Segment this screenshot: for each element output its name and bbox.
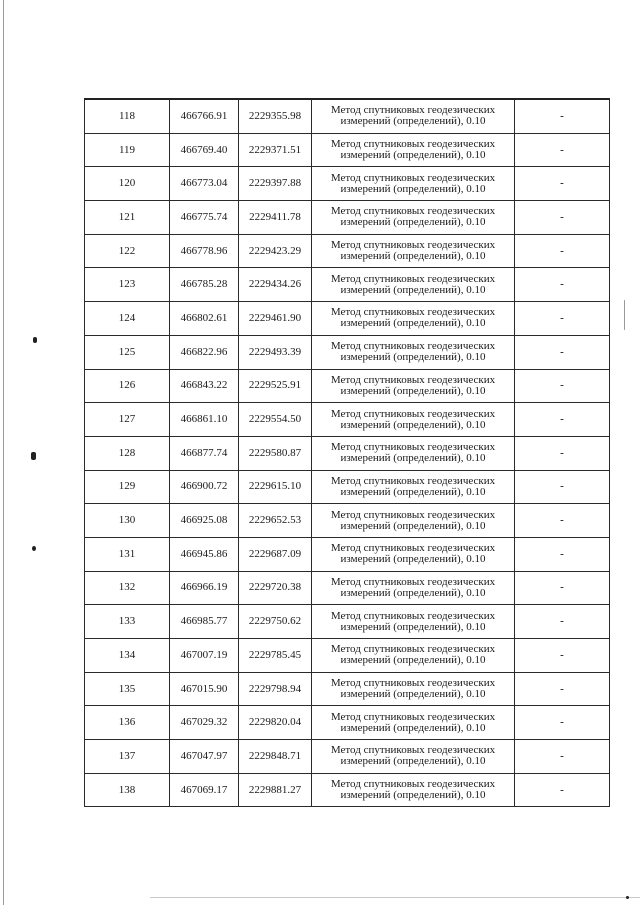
table-row bbox=[85, 335, 610, 369]
method-cell: Метод спутниковых геодезических измерений (определений), 0.10 bbox=[312, 234, 515, 268]
point-number-cell: 135 bbox=[85, 672, 170, 706]
accuracy-cell: - bbox=[515, 167, 610, 201]
accuracy-cell: - bbox=[515, 639, 610, 673]
accuracy-cell: - bbox=[515, 234, 610, 268]
scan-speck bbox=[626, 896, 629, 899]
method-cell: Метод спутниковых геодезических измерений (определений), 0.10 bbox=[312, 167, 515, 201]
method-cell: Метод спутниковых геодезических измерений (определений), 0.10 bbox=[312, 740, 515, 774]
accuracy-cell: - bbox=[515, 302, 610, 336]
y-coordinate-cell: 2229785.45 bbox=[239, 639, 312, 673]
x-coordinate-cell: 467029.32 bbox=[170, 706, 239, 740]
x-coordinate-cell: 467047.97 bbox=[170, 740, 239, 774]
coordinates-table bbox=[84, 98, 610, 807]
y-coordinate-cell: 2229554.50 bbox=[239, 403, 312, 437]
x-coordinate-cell: 467069.17 bbox=[170, 773, 239, 807]
point-number-cell: 138 bbox=[85, 773, 170, 807]
y-coordinate-cell: 2229720.38 bbox=[239, 571, 312, 605]
method-cell: Метод спутниковых геодезических измерений (определений), 0.10 bbox=[312, 672, 515, 706]
accuracy-cell: - bbox=[515, 470, 610, 504]
y-coordinate-cell: 2229461.90 bbox=[239, 302, 312, 336]
point-number-cell: 134 bbox=[85, 639, 170, 673]
x-coordinate-cell: 467015.90 bbox=[170, 672, 239, 706]
x-coordinate-cell: 466766.91 bbox=[170, 99, 239, 133]
point-number-cell: 127 bbox=[85, 403, 170, 437]
scan-page-edge bbox=[3, 0, 4, 905]
y-coordinate-cell: 2229687.09 bbox=[239, 537, 312, 571]
method-cell: Метод спутниковых геодезических измерений (определений), 0.10 bbox=[312, 201, 515, 235]
y-coordinate-cell: 2229652.53 bbox=[239, 504, 312, 538]
point-number-cell: 124 bbox=[85, 302, 170, 336]
table-row bbox=[85, 369, 610, 403]
x-coordinate-cell: 466778.96 bbox=[170, 234, 239, 268]
y-coordinate-cell: 2229397.88 bbox=[239, 167, 312, 201]
method-cell: Метод спутниковых геодезических измерений (определений), 0.10 bbox=[312, 133, 515, 167]
table-row bbox=[85, 470, 610, 504]
y-coordinate-cell: 2229434.26 bbox=[239, 268, 312, 302]
table-row bbox=[85, 706, 610, 740]
table-row bbox=[85, 167, 610, 201]
y-coordinate-cell: 2229615.10 bbox=[239, 470, 312, 504]
scan-bottom-line bbox=[150, 897, 640, 898]
method-cell: Метод спутниковых геодезических измерений (определений), 0.10 bbox=[312, 773, 515, 807]
point-number-cell: 126 bbox=[85, 369, 170, 403]
table-row bbox=[85, 436, 610, 470]
accuracy-cell: - bbox=[515, 268, 610, 302]
point-number-cell: 122 bbox=[85, 234, 170, 268]
point-number-cell: 125 bbox=[85, 335, 170, 369]
y-coordinate-cell: 2229355.98 bbox=[239, 99, 312, 133]
point-number-cell: 132 bbox=[85, 571, 170, 605]
x-coordinate-cell: 466861.10 bbox=[170, 403, 239, 437]
accuracy-cell: - bbox=[515, 740, 610, 774]
accuracy-cell: - bbox=[515, 706, 610, 740]
point-number-cell: 130 bbox=[85, 504, 170, 538]
table-row bbox=[85, 504, 610, 538]
accuracy-cell: - bbox=[515, 369, 610, 403]
method-cell: Метод спутниковых геодезических измерений (определений), 0.10 bbox=[312, 537, 515, 571]
y-coordinate-cell: 2229881.27 bbox=[239, 773, 312, 807]
table-row bbox=[85, 571, 610, 605]
point-number-cell: 136 bbox=[85, 706, 170, 740]
method-cell: Метод спутниковых геодезических измерений (определений), 0.10 bbox=[312, 706, 515, 740]
point-number-cell: 128 bbox=[85, 436, 170, 470]
method-cell: Метод спутниковых геодезических измерений (определений), 0.10 bbox=[312, 369, 515, 403]
x-coordinate-cell: 466822.96 bbox=[170, 335, 239, 369]
method-cell: Метод спутниковых геодезических измерений (определений), 0.10 bbox=[312, 335, 515, 369]
point-number-cell: 119 bbox=[85, 133, 170, 167]
accuracy-cell: - bbox=[515, 133, 610, 167]
y-coordinate-cell: 2229423.29 bbox=[239, 234, 312, 268]
table-row bbox=[85, 740, 610, 774]
accuracy-cell: - bbox=[515, 504, 610, 538]
accuracy-cell: - bbox=[515, 605, 610, 639]
method-cell: Метод спутниковых геодезических измерений (определений), 0.10 bbox=[312, 639, 515, 673]
x-coordinate-cell: 467007.19 bbox=[170, 639, 239, 673]
y-coordinate-cell: 2229493.39 bbox=[239, 335, 312, 369]
method-cell: Метод спутниковых геодезических измерений (определений), 0.10 bbox=[312, 302, 515, 336]
y-coordinate-cell: 2229371.51 bbox=[239, 133, 312, 167]
x-coordinate-cell: 466769.40 bbox=[170, 133, 239, 167]
table-row bbox=[85, 403, 610, 437]
method-cell: Метод спутниковых геодезических измерений (определений), 0.10 bbox=[312, 504, 515, 538]
accuracy-cell: - bbox=[515, 201, 610, 235]
point-number-cell: 118 bbox=[85, 99, 170, 133]
y-coordinate-cell: 2229580.87 bbox=[239, 436, 312, 470]
x-coordinate-cell: 466985.77 bbox=[170, 605, 239, 639]
table-row bbox=[85, 639, 610, 673]
table-row bbox=[85, 234, 610, 268]
x-coordinate-cell: 466900.72 bbox=[170, 470, 239, 504]
table-row bbox=[85, 99, 610, 133]
x-coordinate-cell: 466945.86 bbox=[170, 537, 239, 571]
point-number-cell: 123 bbox=[85, 268, 170, 302]
coordinates-table-body bbox=[85, 99, 610, 807]
method-cell: Метод спутниковых геодезических измерений (определений), 0.10 bbox=[312, 470, 515, 504]
x-coordinate-cell: 466843.22 bbox=[170, 369, 239, 403]
table-row bbox=[85, 605, 610, 639]
y-coordinate-cell: 2229525.91 bbox=[239, 369, 312, 403]
accuracy-cell: - bbox=[515, 335, 610, 369]
table-row bbox=[85, 537, 610, 571]
y-coordinate-cell: 2229798.94 bbox=[239, 672, 312, 706]
point-number-cell: 129 bbox=[85, 470, 170, 504]
table-row bbox=[85, 133, 610, 167]
x-coordinate-cell: 466925.08 bbox=[170, 504, 239, 538]
accuracy-cell: - bbox=[515, 537, 610, 571]
x-coordinate-cell: 466966.19 bbox=[170, 571, 239, 605]
method-cell: Метод спутниковых геодезических измерений (определений), 0.10 bbox=[312, 99, 515, 133]
accuracy-cell: - bbox=[515, 672, 610, 706]
table-row bbox=[85, 268, 610, 302]
method-cell: Метод спутниковых геодезических измерений (определений), 0.10 bbox=[312, 605, 515, 639]
x-coordinate-cell: 466802.61 bbox=[170, 302, 239, 336]
y-coordinate-cell: 2229411.78 bbox=[239, 201, 312, 235]
method-cell: Метод спутниковых геодезических измерений (определений), 0.10 bbox=[312, 403, 515, 437]
method-cell: Метод спутниковых геодезических измерений (определений), 0.10 bbox=[312, 268, 515, 302]
x-coordinate-cell: 466773.04 bbox=[170, 167, 239, 201]
point-number-cell: 131 bbox=[85, 537, 170, 571]
point-number-cell: 120 bbox=[85, 167, 170, 201]
y-coordinate-cell: 2229750.62 bbox=[239, 605, 312, 639]
scan-speck bbox=[33, 337, 37, 343]
accuracy-cell: - bbox=[515, 773, 610, 807]
table-row bbox=[85, 201, 610, 235]
table-row bbox=[85, 773, 610, 807]
y-coordinate-cell: 2229848.71 bbox=[239, 740, 312, 774]
table-row bbox=[85, 302, 610, 336]
x-coordinate-cell: 466775.74 bbox=[170, 201, 239, 235]
method-cell: Метод спутниковых геодезических измерений (определений), 0.10 bbox=[312, 571, 515, 605]
scan-speck bbox=[31, 452, 36, 460]
scan-speck bbox=[624, 300, 625, 330]
point-number-cell: 137 bbox=[85, 740, 170, 774]
y-coordinate-cell: 2229820.04 bbox=[239, 706, 312, 740]
point-number-cell: 121 bbox=[85, 201, 170, 235]
accuracy-cell: - bbox=[515, 403, 610, 437]
accuracy-cell: - bbox=[515, 436, 610, 470]
point-number-cell: 133 bbox=[85, 605, 170, 639]
table-row bbox=[85, 672, 610, 706]
x-coordinate-cell: 466785.28 bbox=[170, 268, 239, 302]
accuracy-cell: - bbox=[515, 571, 610, 605]
accuracy-cell: - bbox=[515, 99, 610, 133]
method-cell: Метод спутниковых геодезических измерений (определений), 0.10 bbox=[312, 436, 515, 470]
x-coordinate-cell: 466877.74 bbox=[170, 436, 239, 470]
scan-speck bbox=[32, 546, 36, 551]
